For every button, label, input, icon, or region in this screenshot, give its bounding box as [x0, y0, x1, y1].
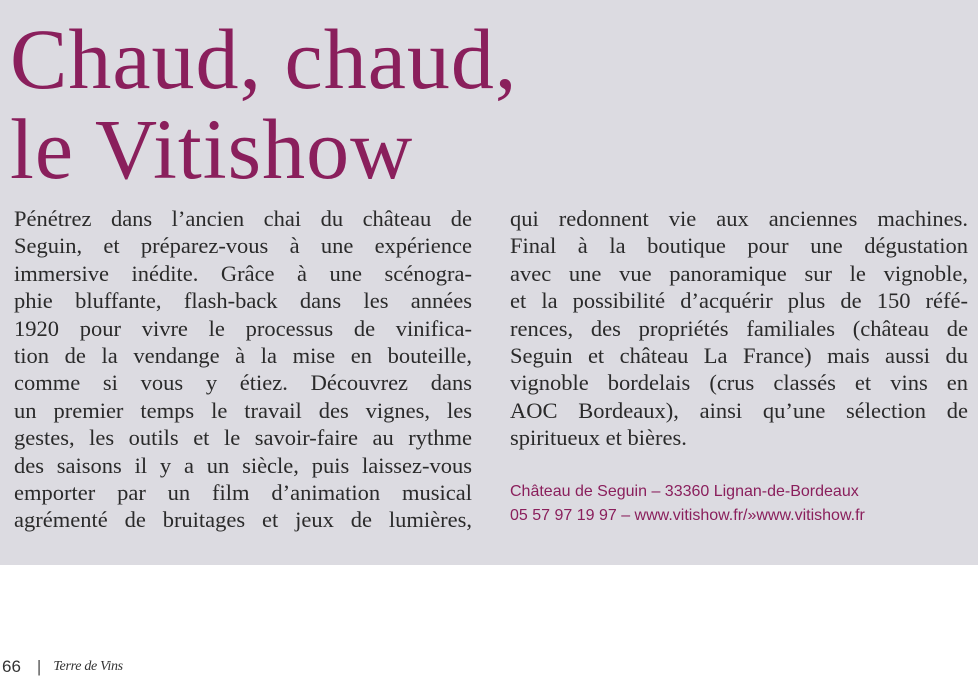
body-line: spiritueux et bières. [510, 425, 687, 451]
body-column-2 [510, 205, 968, 452]
page-number: 66 [2, 657, 21, 676]
body-line: AOC Bordeaux), ainsi qu’une sélection de [510, 397, 968, 423]
body-line: gestes, les outils et le savoir-faire au rythme [14, 425, 472, 451]
body-line: des saisons il y a un siècle, puis laissez-vous [14, 452, 472, 478]
footer-separator: | [36, 657, 42, 676]
body-line: immersive inédite. Grâce à une scénogra- [14, 260, 472, 286]
body-line: comme si vous y étiez. Découvrez dans [14, 370, 472, 396]
body-column-1 [14, 205, 472, 534]
body-line: et la possibilité d’acquérir plus de 150 réfé- [510, 288, 968, 314]
body-line: vignoble bordelais (crus classés et vins en [510, 370, 968, 396]
article-title [10, 11, 710, 197]
magazine-logo: Terre de Vins [53, 659, 123, 674]
title-line-1: Chaud, chaud, [10, 11, 518, 107]
page-footer [0, 655, 123, 679]
body-line: 1920 pour vivre le processus de vinifica- [14, 315, 472, 341]
body-line: tion de la vendange à la mise en bouteille, [14, 343, 472, 369]
body-line: emporter par un film d’animation musical [14, 480, 472, 506]
body-line: Pénétrez dans l’ancien chai du château de [14, 206, 472, 231]
body-line: agrémenté de bruitages et jeux de lumières, [14, 507, 472, 533]
body-line: Final à la boutique pour une dégustation [510, 233, 968, 259]
body-line: rences, des propriétés familiales (château de [510, 315, 968, 341]
venue-contact: 05 57 97 19 97 – www.vitishow.fr/»www.vitishow.fr [510, 507, 865, 524]
body-line: un premier temps le travail des vignes, les [14, 397, 472, 423]
body-line: phie bluffante, flash-back dans les années [14, 288, 472, 314]
body-line: qui redonnent vie aux anciennes machines. [510, 206, 968, 231]
title-line-2: le Vitishow [10, 101, 414, 197]
body-line: Seguin, et préparez-vous à une expérience [14, 233, 472, 259]
body-line: Seguin et château La France) mais aussi du [510, 343, 968, 369]
venue-address: Château de Seguin – 33360 Lignan-de-Bordeaux [510, 483, 859, 500]
body-line: avec une vue panoramique sur le vignoble, [510, 260, 968, 286]
venue-info [510, 480, 970, 528]
